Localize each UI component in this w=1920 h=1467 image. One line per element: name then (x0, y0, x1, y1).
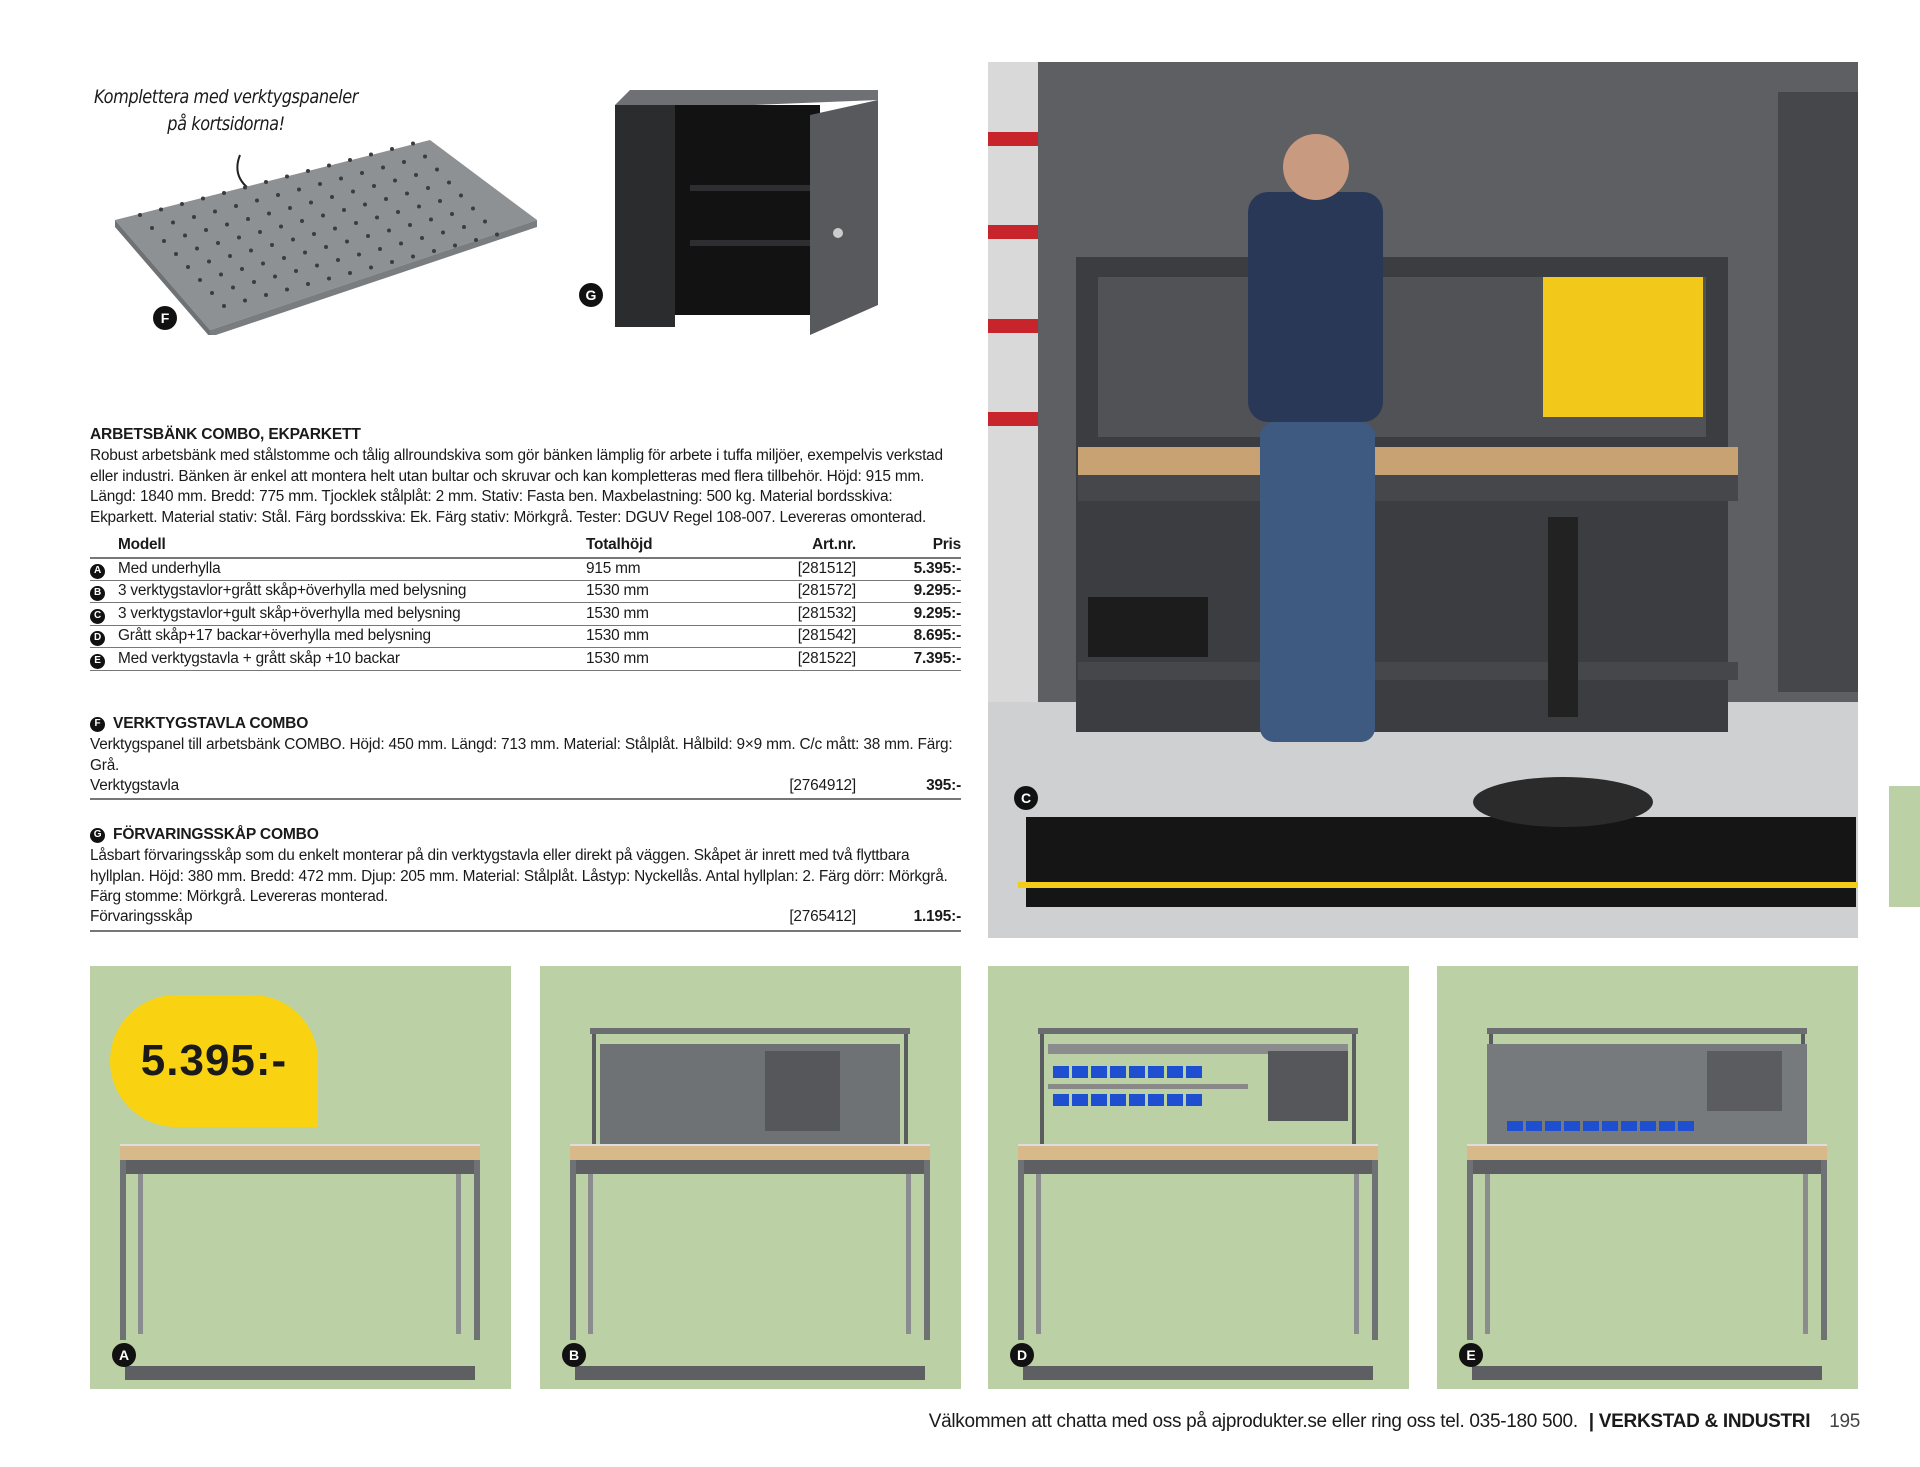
cabinet-price-row (90, 908, 961, 932)
row-height: 1530 mm (586, 603, 746, 626)
badge-b: B (562, 1343, 586, 1367)
row-height: 1530 mm (586, 625, 746, 648)
bench-d-image (988, 966, 1409, 1389)
cabinet-badge: G (90, 828, 105, 843)
row-price: 7.395:- (856, 648, 961, 671)
table-header (90, 534, 961, 558)
bench-b-image (540, 966, 961, 1389)
row-price: 9.295:- (856, 603, 961, 626)
row-price: 9.295:- (856, 580, 961, 603)
bench-table (90, 534, 961, 671)
workbench-photo (988, 62, 1858, 938)
handwritten-note (90, 84, 362, 138)
note-line-1: Komplettera med verktygspaneler (94, 86, 358, 108)
row-badge: D (90, 631, 105, 646)
bench-title: ARBETSBÄNK COMBO, EKPARKETT (90, 426, 361, 443)
row-badge: E (90, 654, 105, 669)
col-height: Totalhöjd (586, 534, 746, 558)
footer-section: VERKSTAD & INDUSTRI (1598, 1411, 1811, 1432)
cabinet-item: Förvaringsskåp (90, 908, 193, 926)
panel-price-row (90, 776, 961, 800)
row-model: Med underhylla (118, 558, 586, 581)
cabinet-price: 1.195:- (913, 908, 961, 926)
panel-item: Verktygstavla (90, 776, 179, 794)
panel-art: [2764912] (789, 776, 856, 794)
page-number: 195 (1829, 1411, 1860, 1432)
section-tab (1889, 786, 1920, 907)
tile-d (988, 966, 1409, 1389)
row-height: 915 mm (586, 558, 746, 581)
row-badge: C (90, 609, 105, 624)
row-height: 1530 mm (586, 648, 746, 671)
panel-section (90, 714, 961, 800)
row-model: Grått skåp+17 backar+överhylla med belysning (118, 625, 586, 648)
row-badge: B (90, 586, 105, 601)
note-line-2: på kortsidorna! (167, 113, 285, 135)
footer: Välkommen att chatta med oss på ajprodukter.se eller ring oss tel. 035-180 500. | VERKSTAD & INDUSTRI 195 (928, 1411, 1860, 1432)
row-model: 3 verktygstavlor+grått skåp+överhylla med belysning (118, 580, 586, 603)
bench-section (90, 425, 961, 671)
badge-g: G (579, 283, 603, 307)
row-art: [281512] (746, 558, 856, 581)
panel-badge: F (90, 717, 105, 732)
row-badge: A (90, 564, 105, 579)
row-height: 1530 mm (586, 580, 746, 603)
badge-a: A (112, 1343, 136, 1367)
col-model: Modell (118, 534, 586, 558)
table-row (90, 580, 961, 603)
table-row (90, 558, 961, 581)
col-art: Art.nr. (746, 534, 856, 558)
row-price: 8.695:- (856, 625, 961, 648)
panel-title: VERKTYGSTAVLA COMBO (113, 715, 309, 732)
row-art: [281542] (746, 625, 856, 648)
panel-price: 395:- (926, 776, 961, 794)
row-model: Med verktygstavla + grått skåp +10 backar (118, 648, 586, 671)
badge-f: F (153, 306, 177, 330)
row-art: [281522] (746, 648, 856, 671)
panel-description: Verktygspanel till arbetsbänk COMBO. Höjd: 450 mm. Längd: 713 mm. Material: Stålplåt. Hålbild: 9×9 mm. C/c mått: 38 mm. Färg: Grå. (90, 735, 953, 774)
cabinet-image (610, 85, 885, 340)
table-row (90, 603, 961, 626)
pegboard-image (110, 135, 540, 335)
bench-description: Robust arbetsbänk med stålstomme och tålig allroundskiva som gör bänken lämplig för arbete i tuffa miljöer, exempelvis verkstad eller industri. Bänken är enkel att montera helt utan bultar och skruvar och kan kompletteras med flera tillbehör. Höjd: 915 mm. Längd: 1840 mm. Bredd: 775 mm. Tjocklek stålplåt: 2 mm. Stativ: Fasta ben. Maxbelastning: 500 kg. Material bordsskiva: Ekparkett. Material stativ: Stål. Färg bordsskiva: Ek. Färg stativ: Mörkgrå. Tester: DGUV Regel 108-007. Levereras omonterad. (90, 446, 943, 527)
footer-text: Välkommen att chatta med oss på ajprodukter.se eller ring oss tel. 035-180 500. (928, 1411, 1578, 1432)
price-bubble: 5.395:- (110, 995, 318, 1127)
cabinet-art: [2765412] (789, 908, 856, 926)
table-row (90, 625, 961, 648)
cabinet-description: Låsbart förvaringsskåp som du enkelt monterar på din verktygstavla eller direkt på väggen. Skåpet är inrett med två flyttbara hyllplan. Höjd: 380 mm. Bredd: 472 mm. Djup: 205 mm. Material: Stålplåt. Låstyp: Nyckellås. Antal hyllplan: 2. Färg dörr: Mörkgrå. Färg stomme: Mörkgrå. Levereras monterad. (90, 846, 948, 906)
row-art: [281572] (746, 580, 856, 603)
tile-e (1437, 966, 1858, 1389)
badge-c: C (1014, 786, 1038, 810)
bench-e-image (1437, 966, 1858, 1389)
row-art: [281532] (746, 603, 856, 626)
row-model: 3 verktygstavlor+gult skåp+överhylla med belysning (118, 603, 586, 626)
badge-d: D (1010, 1343, 1034, 1367)
cabinet-title: FÖRVARINGSSKÅP COMBO (113, 826, 319, 843)
badge-e: E (1459, 1343, 1483, 1367)
row-price: 5.395:- (856, 558, 961, 581)
col-price: Pris (856, 534, 961, 558)
cabinet-section (90, 825, 961, 932)
table-row (90, 648, 961, 671)
tile-b (540, 966, 961, 1389)
